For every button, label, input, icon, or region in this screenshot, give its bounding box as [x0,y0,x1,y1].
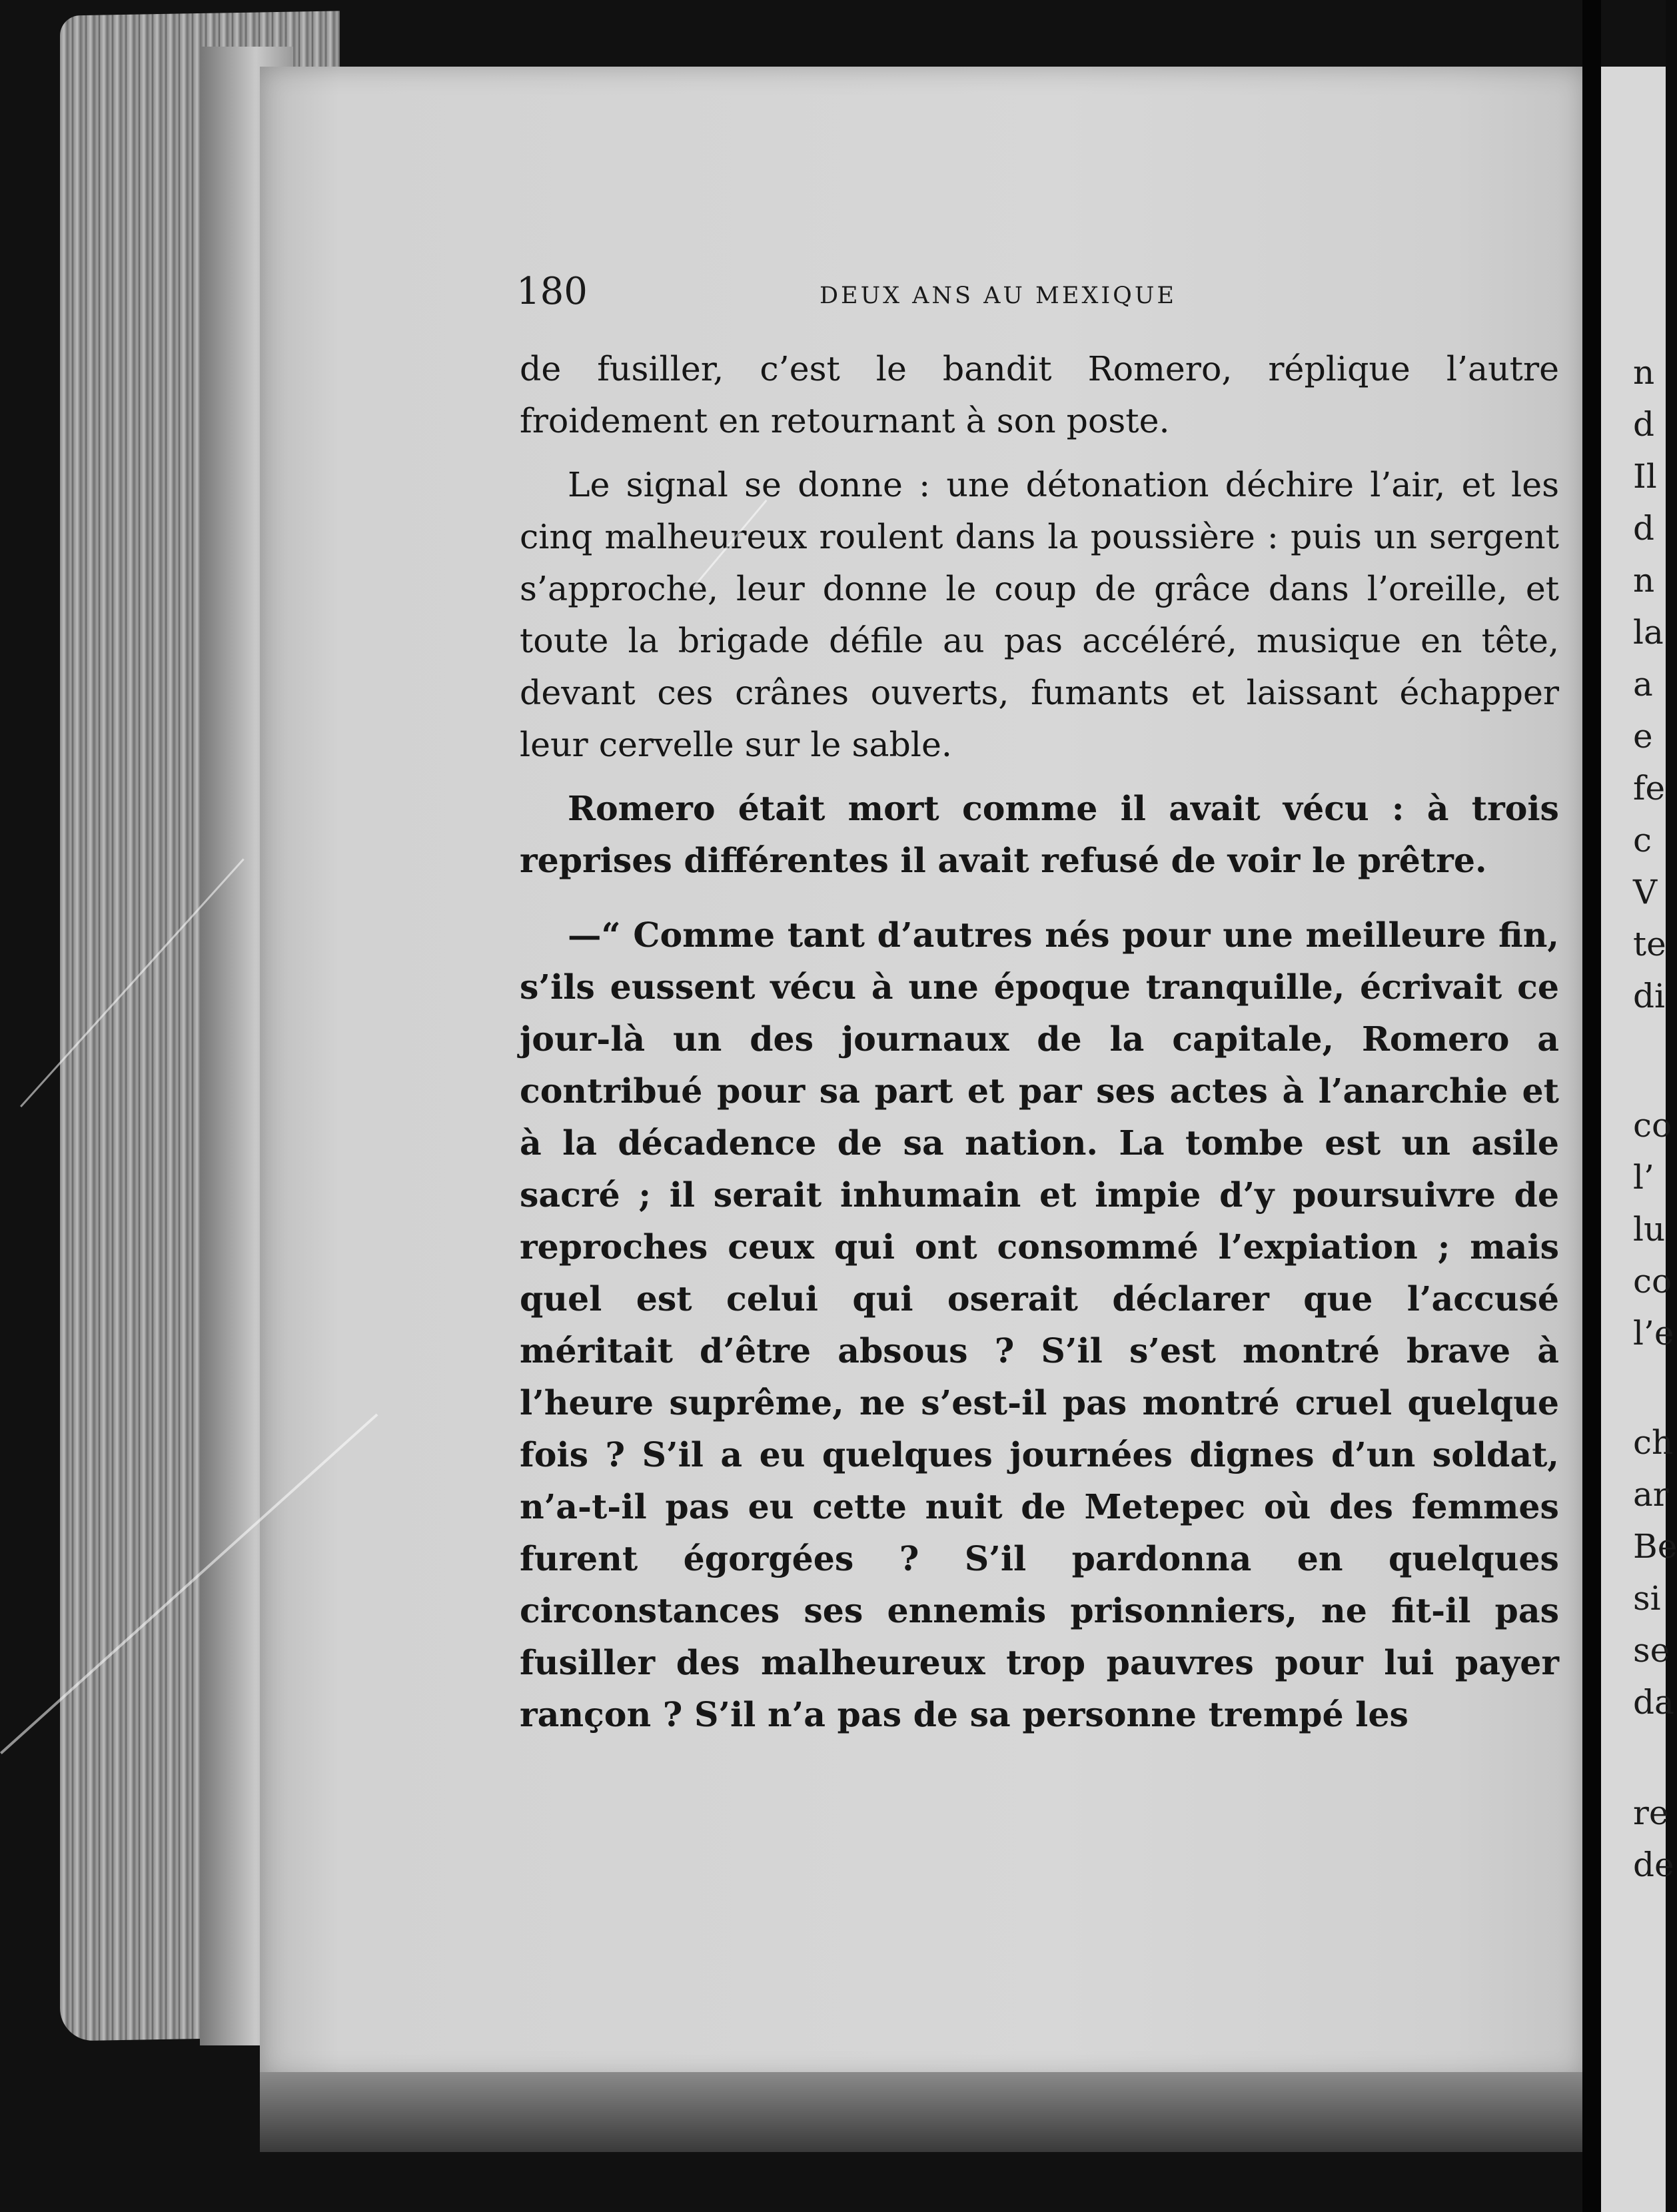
facing-fragment: Be [1633,1527,1677,1566]
facing-fragment: si [1633,1579,1661,1618]
facing-fragment: n [1633,561,1655,600]
facing-fragment: da [1633,1683,1674,1722]
facing-fragment: d [1633,405,1655,444]
paragraph-4: —“ Comme tant d’autres nés pour une meilleure fin, s’ils eussent vécu à une époque tranquille, écrivait ce jour-là un des journaux de la capitale, Romero a contribué pour sa part et par ses actes à l’anarchie et à la décadence de sa nation. La tombe est un asile sacré ; il serait inhumain et impie d’y poursuivre de reproches ceux qui ont consommé l’expiation ; mais quel est celui qui oserait déclarer que l’accusé méritait d’être absous ? S’il s’est montré brave à l’heure suprême, ne s’est-il pas montré cruel quelque fois ? S’il a eu quelques journées dignes d’un soldat, n’a-t-il pas eu cette nuit de Metepec où des femmes furent égorgées ? S’il pardonna en quelques circonstances ses ennemis prisonniers, ne fit-il pas fusiller des malheureux trop pauvres pour lui payer rançon ? S’il n’a pas de sa personne trempé les [520,915,1559,1734]
facing-fragment: l’ [1633,1158,1654,1197]
page-bottom-shadow [260,2072,1586,2152]
paragraph-3: Romero était mort comme il avait vécu : à trois reprises différentes il avait refusé de voir le prêtre. [520,789,1559,880]
facing-fragment: co [1633,1262,1672,1301]
facing-fragment: e [1633,717,1653,756]
facing-fragment: n [1633,353,1655,392]
book-gutter [1582,0,1601,2212]
paragraph-2: Le signal se donne : une détonation déchire l’air, et les cinq malheureux roulent dans la poussière : puis un sergent s’approche, leur donne le coup de grâce dans l’oreille, et toute la brigade défile au pas accéléré, musique en tête, devant ces crânes ouverts, fumants et laissant échapper leur cervelle sur le sable. [520,465,1559,764]
body-text [520,343,1559,1741]
facing-fragment: l’e [1633,1314,1674,1353]
facing-fragment: V [1633,873,1658,911]
facing-fragment: co [1633,1106,1672,1145]
facing-fragment: se [1633,1631,1670,1670]
running-title: DEUX ANS AU MEXIQUE [820,282,1177,309]
facing-page [1601,67,1677,2212]
paragraph-1: de fusiller, c’est le bandit Romero, réplique l’autre froidement en retournant à son poste. [520,349,1559,440]
facing-fragment: Il [1633,457,1657,496]
facing-fragment: de [1633,1846,1674,1884]
facing-fragment: re [1633,1794,1669,1832]
facing-fragment: a [1633,665,1653,704]
facing-fragment: la [1633,613,1664,652]
facing-fragment: te [1633,925,1666,963]
facing-fragment: ch [1633,1423,1674,1462]
facing-fragment: di [1633,977,1665,1015]
page-number: 180 [516,270,588,313]
facing-fragment: c [1633,821,1652,859]
facing-fragment: lu [1633,1210,1666,1249]
running-head [516,270,1562,316]
facing-fragment: d [1633,509,1655,548]
facing-fragment: fe [1633,769,1666,808]
facing-fragment: ar [1633,1475,1669,1514]
